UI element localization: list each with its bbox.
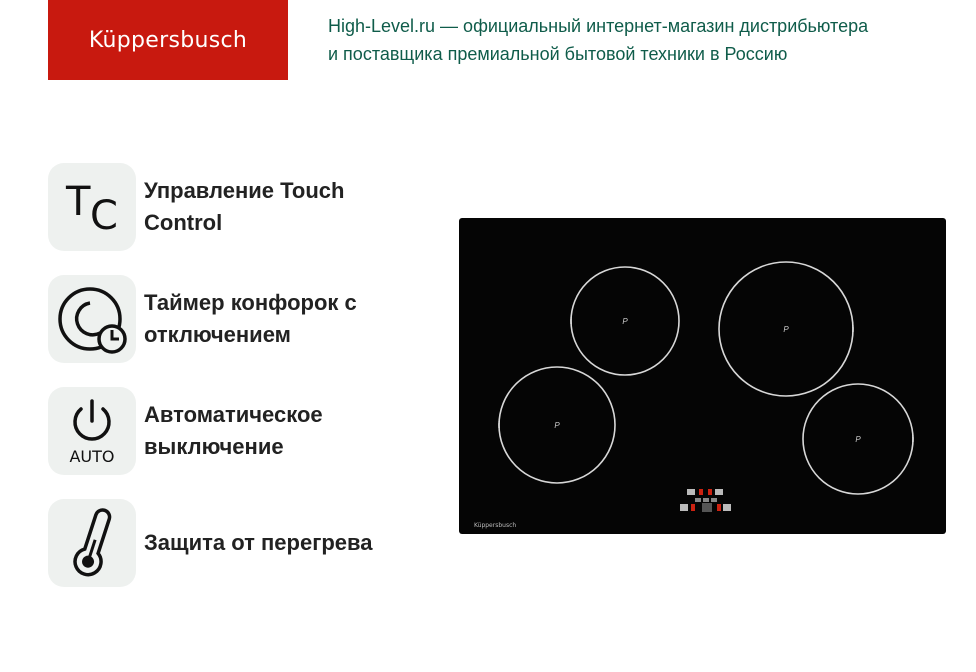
zone-label: P	[554, 421, 560, 430]
cooking-zone-top-left	[570, 267, 679, 375]
brand-logo[interactable]	[48, 0, 288, 80]
feature-label-line-1: Автоматическое	[144, 402, 323, 427]
zone-mark: i	[569, 316, 573, 326]
feature-auto-off	[48, 387, 428, 475]
brand-logo-text: Küppersbusch	[88, 27, 248, 53]
feature-touch-control	[48, 163, 428, 251]
feature-overheat-protection	[48, 499, 428, 587]
feature-label	[144, 387, 434, 475]
touch-control-icon	[48, 163, 136, 251]
power-auto-icon-text: AUTO	[69, 447, 115, 466]
site-tagline	[328, 12, 938, 68]
feature-label-line-2: Control	[144, 210, 223, 235]
feature-label	[144, 499, 434, 587]
cooking-zone-bottom-left	[498, 367, 615, 483]
tagline-line-1: High-Level.ru — официальный интернет-магазин дистрибьютера	[328, 16, 869, 36]
cooking-zone-top-right	[719, 262, 854, 396]
zone-mark: i	[851, 324, 855, 334]
feature-label	[144, 163, 434, 251]
feature-label-line-2: выключение	[144, 434, 284, 459]
cooking-zone-bottom-right	[803, 384, 914, 494]
touch-control-icon-c: C	[90, 193, 118, 239]
zone-label: P	[783, 325, 789, 334]
tagline-line-2: и поставщика премиальной бытовой техники в Россию	[328, 44, 788, 64]
feature-label-line-1: Защита от перегрева	[144, 530, 373, 555]
zone-mark: i	[911, 434, 915, 444]
power-auto-icon	[48, 387, 136, 475]
zone-mark: i	[497, 420, 501, 430]
thermometer-icon	[48, 499, 136, 587]
induction-cooktop-image	[459, 218, 946, 534]
feature-label-line-1: Таймер конфорок с	[144, 290, 357, 315]
touch-control-icon-t: T	[66, 179, 91, 225]
feature-timer	[48, 275, 428, 363]
feature-label	[144, 275, 434, 363]
zone-label: P	[622, 317, 628, 326]
feature-label-line-1: Управление Touch	[144, 178, 345, 203]
cooktop-brand-mark: Küppersbusch	[474, 522, 517, 529]
zone-label: P	[855, 435, 861, 444]
touch-control-panel	[680, 489, 731, 512]
feature-label-line-2: отключением	[144, 322, 291, 347]
timer-icon	[48, 275, 136, 363]
